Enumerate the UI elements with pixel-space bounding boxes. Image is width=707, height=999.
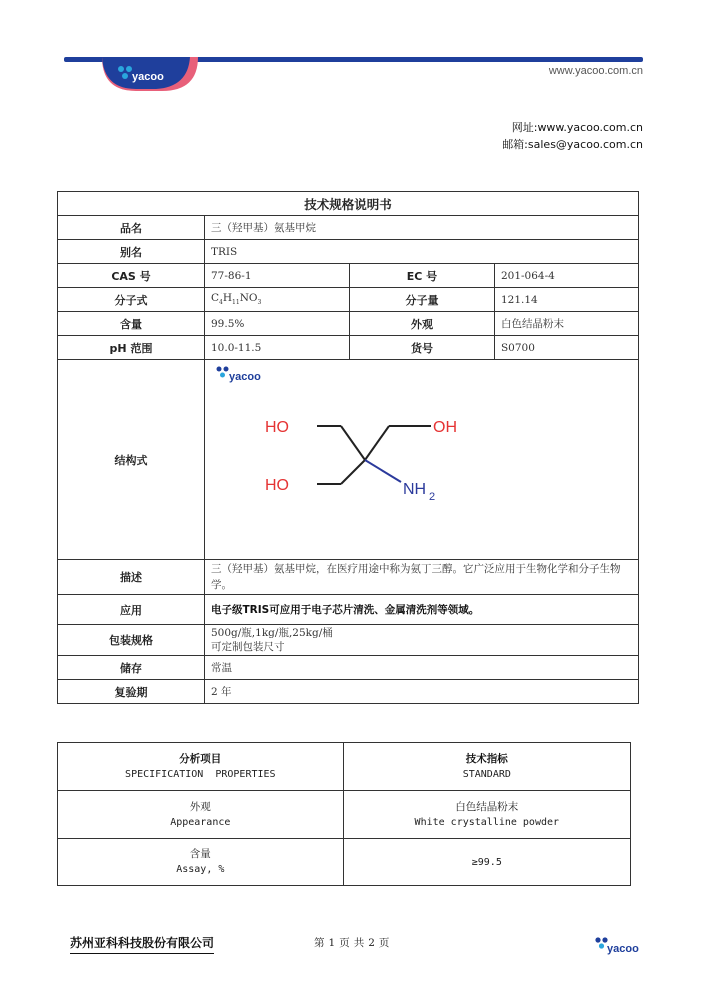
product-name-label: 品名 — [58, 216, 205, 240]
alias-label: 别名 — [58, 240, 205, 264]
structure-logo — [217, 367, 262, 384]
analysis-col2-cn: 技术指标 — [465, 752, 508, 765]
footer-logo-text: yacoo — [607, 943, 639, 955]
alias-value: TRIS — [205, 240, 639, 264]
analysis-row-item: 外观 Appearance — [58, 791, 344, 839]
structure-diagram — [205, 360, 637, 556]
cas-value: 77-86-1 — [205, 264, 350, 288]
site-url-top[interactable]: www.yacoo.com.cn — [548, 65, 643, 77]
ec-value: 201-064-4 — [494, 264, 638, 288]
structure-label: 结构式 — [58, 360, 205, 560]
storage-label: 储存 — [58, 656, 205, 680]
packaging-line-1: 500g/瓶,1kg/瓶,25kg/桶 — [211, 627, 333, 639]
analysis-col2-en: STANDARD — [462, 768, 511, 780]
item-no-value: S0700 — [494, 336, 638, 360]
appearance-label: 外观 — [349, 312, 494, 336]
content-label: 含量 — [58, 312, 205, 336]
spec-title: 技术规格说明书 — [58, 192, 639, 216]
product-name-value: 三（羟甲基）氨基甲烷 — [205, 216, 639, 240]
structure-logo-text: yacoo — [229, 371, 261, 383]
spec-table — [57, 191, 639, 704]
table-row — [58, 791, 631, 839]
analysis-col1-cn: 分析项目 — [179, 752, 222, 765]
analysis-row-standard: 白色结晶粉末 White crystalline powder — [343, 791, 630, 839]
structure-nh: NH — [403, 481, 427, 498]
ph-label: pH 范围 — [58, 336, 205, 360]
ec-label: EC 号 — [349, 264, 494, 288]
description-value: 三（羟甲基）氨基甲烷，在医疗用途中称为氨丁三醇。它广泛应用于生物化学和分子生物学。 — [205, 560, 639, 595]
retest-value: 2 年 — [205, 680, 639, 704]
cas-label: CAS 号 — [58, 264, 205, 288]
application-label: 应用 — [58, 595, 205, 625]
website-line[interactable]: 网址:www.yacoo.com.cn — [511, 121, 643, 134]
content-value: 99.5% — [205, 312, 350, 336]
analysis-col1-en: SPECIFICATION PROPERTIES — [125, 768, 276, 780]
item-no-label: 货号 — [349, 336, 494, 360]
formula-value: $C_4H_{11}NO_3$ — [205, 288, 350, 312]
storage-value: 常温 — [205, 656, 639, 680]
structure-oh: OH — [433, 419, 457, 436]
formula-label: 分子式 — [58, 288, 205, 312]
table-row — [58, 839, 631, 886]
description-label: 描述 — [58, 560, 205, 595]
mw-value: 121.14 — [494, 288, 638, 312]
footer-page-number: 第 1 页 共 2 页 — [314, 937, 390, 949]
header-logo — [102, 57, 198, 91]
analysis-header-standard — [343, 743, 630, 791]
packaging-label: 包装规格 — [58, 625, 205, 656]
mw-label: 分子量 — [349, 288, 494, 312]
footer-logo — [593, 934, 643, 956]
analysis-row-standard: ≥99.5 — [343, 839, 630, 886]
footer-company: 苏州亚科科技股份有限公司 — [70, 934, 214, 954]
packaging-value — [205, 625, 639, 656]
ph-value: 10.0-11.5 — [205, 336, 350, 360]
analysis-table — [57, 742, 631, 886]
structure-nh-sub: 2 — [429, 491, 436, 503]
appearance-value: 白色结晶粉末 — [494, 312, 638, 336]
analysis-header-item — [58, 743, 344, 791]
application-value: 电子级TRIS可应用于电子芯片清洗、金属清洗剂等领域。 — [205, 595, 639, 625]
packaging-line-2: 可定制包装尺寸 — [211, 641, 285, 653]
structure-ho-bottom: HO — [265, 477, 289, 494]
header-logo-text: yacoo — [132, 71, 164, 83]
structure-ho-top: HO — [265, 419, 289, 436]
email-line[interactable]: 邮箱:sales@yacoo.com.cn — [502, 138, 643, 151]
contact-block — [502, 119, 643, 153]
structure-cell — [205, 360, 639, 560]
structure-bonds — [317, 426, 431, 484]
analysis-row-item: 含量 Assay, % — [58, 839, 344, 886]
retest-label: 复验期 — [58, 680, 205, 704]
